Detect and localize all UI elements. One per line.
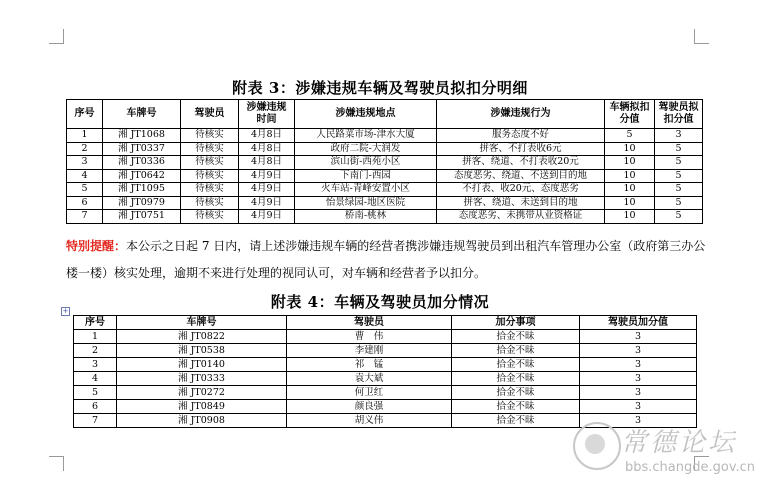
plate-cell: 湘 JT0908 [117,414,287,428]
watermark-name: 常德论坛 [621,428,738,458]
vehicle-points-cell: 5 [605,129,655,143]
time-cell: 4月8日 [239,142,295,156]
plate-cell: 湘 JT0272 [117,386,287,400]
behavior-cell: 拼客、不打表收6元 [437,142,605,156]
location-cell: 火车站-青峰安置小区 [295,183,437,197]
driver-cell: 胡义伟 [287,414,452,428]
location-cell: 滨山街-西苑小区 [295,156,437,170]
col-header-time [239,100,295,129]
table4-header-row [74,316,697,330]
col-header-driver: 驾驶员 [181,100,239,129]
table-row [67,183,703,197]
behavior-cell: 服务态度不好 [437,129,605,143]
driver-cell: 待核实 [181,156,239,170]
table-move-handle-icon[interactable]: + [62,307,69,315]
driver-cell: 待核实 [181,210,239,224]
plate-cell: 湘 JT0336 [103,156,181,170]
driver-points-cell: 3 [655,129,703,143]
index-cell: 7 [67,210,103,224]
index-cell: 4 [74,372,117,386]
table3-header-row [67,100,703,129]
bonus-item-cell: 拾金不昧 [452,358,580,372]
location-cell: 政府二院-大润发 [295,142,437,156]
index-cell: 4 [67,169,103,183]
plate-cell: 湘 JT0337 [103,142,181,156]
behavior-cell: 不打表、收20元、态度恶劣 [437,183,605,197]
table-row [67,156,703,170]
index-cell: 3 [74,358,117,372]
behavior-cell: 态度恶劣、绕道、不送到目的地 [437,169,605,183]
vehicle-points-cell: 10 [605,210,655,224]
driver-points-cell: 5 [655,169,703,183]
location-cell: 人民路菜市场-津水大厦 [295,129,437,143]
table4-title: 附表 4：车辆及驾驶员加分情况 [270,293,490,311]
bonus-points-table [73,315,697,428]
driver-cell: 祁 锰 [287,358,452,372]
col-header-driver-points [655,100,703,129]
table3-title: 附表 3：涉嫌违规车辆及驾驶员拟扣分明细 [232,79,528,97]
plate-cell: 湘 JT0642 [103,169,181,183]
time-cell: 4月9日 [239,169,295,183]
index-cell: 5 [74,386,117,400]
time-cell: 4月9日 [239,210,295,224]
index-cell: 2 [74,344,117,358]
bonus-item-cell: 拾金不昧 [452,386,580,400]
table-row [74,344,697,358]
time-cell: 4月8日 [239,156,295,170]
bonus-points-cell: 3 [580,400,697,414]
index-cell: 1 [74,330,117,344]
plate-cell: 湘 JT0822 [117,330,287,344]
index-cell: 3 [67,156,103,170]
behavior-cell: 拼客、绕道、未送到目的地 [437,196,605,210]
plate-cell: 湘 JT0751 [103,210,181,224]
vehicle-points-cell: 10 [605,156,655,170]
plate-cell: 湘 JT1068 [103,129,181,143]
bonus-points-cell: 3 [580,344,697,358]
table-row [67,196,703,210]
col-header-plate: 车牌号 [103,100,181,129]
driver-cell: 待核实 [181,183,239,197]
index-cell: 7 [74,414,117,428]
col-header-behavior: 涉嫌违规行为 [437,100,605,129]
location-cell: 下南门-西园 [295,169,437,183]
driver-points-cell: 5 [655,183,703,197]
table-row [74,400,697,414]
notice-text: 本公示之日起 7 日内，请上述涉嫌违规车辆的经营者携涉嫌违规驾驶员到出租汽车管理办公室（政府第三办公楼一楼）核实处理，逾期不来进行处理的视同认可，对车辆和经营者予以扣分。 [66,239,706,280]
crop-mark-top-right [694,29,709,44]
col-header-location: 涉嫌违规地点 [295,100,437,129]
table-row [74,330,697,344]
violation-deduction-table [66,99,703,224]
forum-watermark [565,418,755,484]
behavior-cell: 拼客、绕道、不打表收20元 [437,156,605,170]
bonus-item-cell: 拾金不昧 [452,400,580,414]
col-header-index: 序号 [67,100,103,129]
behavior-cell: 态度恶劣、未携带从业资格证 [437,210,605,224]
bonus-item-cell: 拾金不昧 [452,344,580,358]
bonus-points-cell: 3 [580,358,697,372]
location-cell: 桥南-桃林 [295,210,437,224]
index-cell: 1 [67,129,103,143]
index-cell: 5 [67,183,103,197]
plate-cell: 湘 JT1095 [103,183,181,197]
col-header-driver-points-label: 驾驶员拟扣分值 [658,102,699,125]
index-cell: 6 [74,400,117,414]
vehicle-points-cell: 10 [605,169,655,183]
location-cell: 怡景绿园-地区医院 [295,196,437,210]
driver-points-cell: 5 [655,156,703,170]
plate-cell: 湘 JT0979 [103,196,181,210]
driver-cell: 待核实 [181,129,239,143]
plate-cell: 湘 JT0140 [117,358,287,372]
driver-points-cell: 5 [655,210,703,224]
crop-mark-top-left [49,29,64,44]
driver-points-cell: 5 [655,196,703,210]
col-header-plate: 车牌号 [117,316,287,330]
driver-cell: 曹 伟 [287,330,452,344]
driver-cell: 待核实 [181,142,239,156]
watermark-url: bbs.changde.gov.cn [625,460,756,475]
col-header-index: 序号 [74,316,117,330]
bonus-points-cell: 3 [580,414,697,428]
time-cell: 4月9日 [239,196,295,210]
bonus-points-cell: 3 [580,386,697,400]
special-notice [66,233,706,287]
table-row [74,372,697,386]
col-header-bonus-points: 驾驶员加分值 [580,316,697,330]
forum-seal-center [585,434,605,454]
table-row [74,358,697,372]
table-row [67,210,703,224]
driver-cell: 待核实 [181,169,239,183]
col-header-bonus-item: 加分事项 [452,316,580,330]
col-header-time-label: 涉嫌违规时间 [246,102,287,125]
bonus-points-cell: 3 [580,372,697,386]
bonus-item-cell: 拾金不昧 [452,330,580,344]
vehicle-points-cell: 10 [605,196,655,210]
driver-cell: 待核实 [181,196,239,210]
col-header-vehicle-points-label: 车辆拟扣分值 [609,102,650,125]
plate-cell: 湘 JT0333 [117,372,287,386]
table-row [67,169,703,183]
driver-cell: 袁大斌 [287,372,452,386]
vehicle-points-cell: 10 [605,142,655,156]
table-row [74,386,697,400]
table-row [67,129,703,143]
vehicle-points-cell: 10 [605,183,655,197]
table-row [67,142,703,156]
driver-cell: 颜良强 [287,400,452,414]
plate-cell: 湘 JT0538 [117,344,287,358]
notice-label: 特别提醒： [66,239,127,253]
col-header-vehicle-points [605,100,655,129]
bonus-item-cell: 拾金不昧 [452,372,580,386]
col-header-driver: 驾驶员 [287,316,452,330]
bonus-item-cell: 拾金不昧 [452,414,580,428]
driver-points-cell: 5 [655,142,703,156]
plate-cell: 湘 JT0849 [117,400,287,414]
time-cell: 4月8日 [239,129,295,143]
driver-cell: 何卫红 [287,386,452,400]
time-cell: 4月9日 [239,183,295,197]
index-cell: 6 [67,196,103,210]
driver-cell: 李建刚 [287,344,452,358]
crop-mark-bottom-left [49,456,64,471]
bonus-points-cell: 3 [580,330,697,344]
index-cell: 2 [67,142,103,156]
